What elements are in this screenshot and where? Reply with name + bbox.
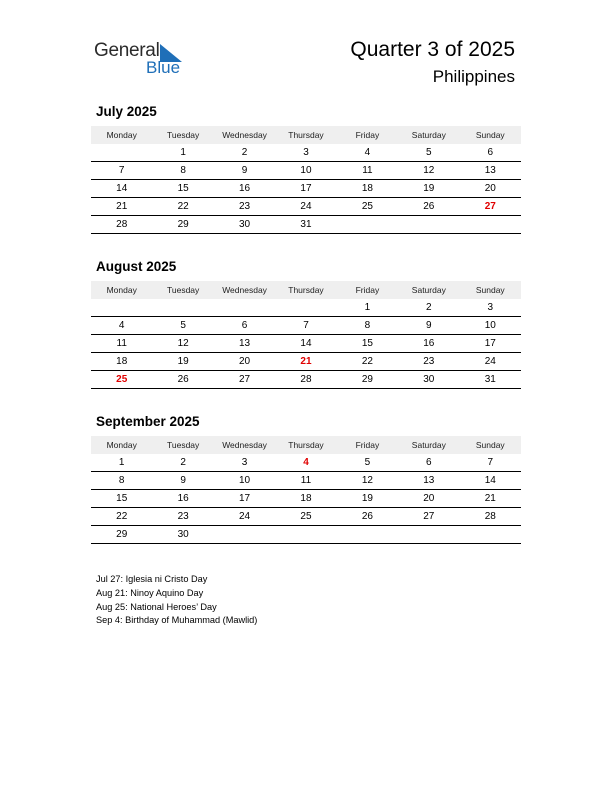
page-title: Quarter 3 of 2025 bbox=[350, 38, 515, 61]
day-cell bbox=[214, 299, 275, 317]
day-cell: 12 bbox=[152, 335, 213, 353]
weekday-header: Saturday bbox=[398, 281, 459, 299]
day-cell: 17 bbox=[460, 335, 521, 353]
day-cell: 21 bbox=[460, 490, 521, 508]
day-cell: 23 bbox=[398, 353, 459, 371]
week-row bbox=[91, 353, 521, 371]
day-cell: 23 bbox=[214, 198, 275, 216]
day-cell: 27 bbox=[398, 508, 459, 526]
week-row bbox=[91, 216, 521, 234]
day-cell: 23 bbox=[152, 508, 213, 526]
day-cell: 7 bbox=[275, 317, 336, 335]
day-cell: 10 bbox=[214, 472, 275, 490]
day-cell bbox=[460, 216, 521, 234]
weekday-header: Tuesday bbox=[152, 281, 213, 299]
week-row bbox=[91, 526, 521, 544]
day-cell: 5 bbox=[398, 144, 459, 162]
day-cell: 22 bbox=[337, 353, 398, 371]
day-cell: 13 bbox=[214, 335, 275, 353]
weekday-header: Sunday bbox=[460, 436, 521, 454]
weekday-header: Thursday bbox=[275, 126, 336, 144]
day-cell bbox=[91, 144, 152, 162]
day-cell: 18 bbox=[91, 353, 152, 371]
week-row bbox=[91, 317, 521, 335]
day-cell: 8 bbox=[91, 472, 152, 490]
day-cell: 5 bbox=[337, 454, 398, 472]
weekday-header: Sunday bbox=[460, 281, 521, 299]
day-cell: 27 bbox=[214, 371, 275, 389]
weekday-header: Monday bbox=[91, 281, 152, 299]
day-cell: 16 bbox=[152, 490, 213, 508]
day-cell bbox=[398, 216, 459, 234]
day-cell: 26 bbox=[398, 198, 459, 216]
day-cell: 11 bbox=[91, 335, 152, 353]
day-cell: 6 bbox=[214, 317, 275, 335]
day-cell: 9 bbox=[398, 317, 459, 335]
day-cell: 10 bbox=[275, 162, 336, 180]
day-cell: 28 bbox=[275, 371, 336, 389]
day-cell: 31 bbox=[275, 216, 336, 234]
holiday-item: Aug 25: National Heroes’ Day bbox=[96, 601, 217, 612]
logo-blue-text: Blue bbox=[146, 58, 181, 77]
month-september bbox=[91, 414, 521, 544]
day-cell: 15 bbox=[337, 335, 398, 353]
day-cell: 29 bbox=[337, 371, 398, 389]
day-cell bbox=[275, 299, 336, 317]
day-cell: 18 bbox=[275, 490, 336, 508]
day-cell: 30 bbox=[152, 526, 213, 544]
week-row bbox=[91, 198, 521, 216]
calendar-table bbox=[91, 436, 521, 544]
day-cell: 1 bbox=[152, 144, 213, 162]
day-cell: 16 bbox=[398, 335, 459, 353]
day-cell: 6 bbox=[398, 454, 459, 472]
day-cell bbox=[460, 526, 521, 544]
day-cell: 4 bbox=[275, 454, 336, 472]
day-cell: 22 bbox=[91, 508, 152, 526]
week-row bbox=[91, 180, 521, 198]
day-cell: 1 bbox=[91, 454, 152, 472]
week-row bbox=[91, 299, 521, 317]
weekday-header: Wednesday bbox=[214, 281, 275, 299]
day-cell: 19 bbox=[398, 180, 459, 198]
weekday-header: Friday bbox=[337, 281, 398, 299]
day-cell: 8 bbox=[337, 317, 398, 335]
day-cell: 6 bbox=[460, 144, 521, 162]
day-cell: 20 bbox=[460, 180, 521, 198]
holiday-item: Jul 27: Iglesia ni Cristo Day bbox=[96, 574, 208, 584]
day-cell: 4 bbox=[91, 317, 152, 335]
day-cell: 27 bbox=[460, 198, 521, 216]
holiday-list bbox=[96, 573, 257, 628]
weekday-header: Thursday bbox=[275, 281, 336, 299]
month-july bbox=[91, 104, 521, 234]
day-cell bbox=[337, 526, 398, 544]
weekday-header: Saturday bbox=[398, 436, 459, 454]
calendar-table bbox=[91, 281, 521, 389]
calendar-table bbox=[91, 126, 521, 234]
holiday-item: Sep 4: Birthday of Muhammad (Mawlid) bbox=[96, 615, 258, 626]
day-cell: 2 bbox=[398, 299, 459, 317]
day-cell bbox=[398, 526, 459, 544]
day-cell: 4 bbox=[337, 144, 398, 162]
month-title: August 2025 bbox=[96, 259, 177, 274]
weekday-header: Monday bbox=[91, 126, 152, 144]
day-cell: 24 bbox=[275, 198, 336, 216]
weekday-header-row bbox=[91, 126, 521, 144]
week-row bbox=[91, 454, 521, 472]
month-august bbox=[91, 259, 521, 389]
day-cell: 8 bbox=[152, 162, 213, 180]
day-cell: 11 bbox=[337, 162, 398, 180]
weekday-header: Friday bbox=[337, 436, 398, 454]
day-cell bbox=[337, 216, 398, 234]
generalblue-logo bbox=[94, 40, 194, 80]
day-cell: 22 bbox=[152, 198, 213, 216]
month-title: July 2025 bbox=[96, 104, 157, 119]
day-cell: 20 bbox=[214, 353, 275, 371]
day-cell: 28 bbox=[91, 216, 152, 234]
weekday-header: Wednesday bbox=[214, 126, 275, 144]
day-cell: 25 bbox=[275, 508, 336, 526]
day-cell bbox=[91, 299, 152, 317]
weekday-header: Wednesday bbox=[214, 436, 275, 454]
day-cell: 14 bbox=[460, 472, 521, 490]
day-cell: 26 bbox=[337, 508, 398, 526]
logo-general-text: General bbox=[94, 40, 160, 61]
day-cell: 30 bbox=[398, 371, 459, 389]
day-cell: 3 bbox=[214, 454, 275, 472]
day-cell: 7 bbox=[460, 454, 521, 472]
weekday-header: Tuesday bbox=[152, 126, 213, 144]
day-cell: 17 bbox=[275, 180, 336, 198]
day-cell: 15 bbox=[91, 490, 152, 508]
day-cell: 17 bbox=[214, 490, 275, 508]
day-cell: 29 bbox=[152, 216, 213, 234]
day-cell: 20 bbox=[398, 490, 459, 508]
day-cell: 21 bbox=[275, 353, 336, 371]
weekday-header: Saturday bbox=[398, 126, 459, 144]
holiday-item: Aug 21: Ninoy Aquino Day bbox=[96, 587, 204, 598]
week-row bbox=[91, 472, 521, 490]
day-cell: 24 bbox=[460, 353, 521, 371]
weekday-header: Sunday bbox=[460, 126, 521, 144]
day-cell bbox=[152, 299, 213, 317]
day-cell: 25 bbox=[91, 371, 152, 389]
day-cell: 30 bbox=[214, 216, 275, 234]
day-cell: 12 bbox=[337, 472, 398, 490]
day-cell: 18 bbox=[337, 180, 398, 198]
day-cell: 15 bbox=[152, 180, 213, 198]
day-cell: 3 bbox=[460, 299, 521, 317]
day-cell: 3 bbox=[275, 144, 336, 162]
week-row bbox=[91, 335, 521, 353]
day-cell: 7 bbox=[91, 162, 152, 180]
day-cell: 16 bbox=[214, 180, 275, 198]
week-row bbox=[91, 490, 521, 508]
day-cell: 11 bbox=[275, 472, 336, 490]
day-cell: 2 bbox=[214, 144, 275, 162]
day-cell: 10 bbox=[460, 317, 521, 335]
country-name: Philippines bbox=[432, 67, 515, 86]
day-cell: 24 bbox=[214, 508, 275, 526]
day-cell: 9 bbox=[152, 472, 213, 490]
day-cell: 21 bbox=[91, 198, 152, 216]
day-cell: 29 bbox=[91, 526, 152, 544]
month-title: September 2025 bbox=[96, 414, 200, 429]
week-row bbox=[91, 144, 521, 162]
day-cell: 19 bbox=[152, 353, 213, 371]
day-cell: 12 bbox=[398, 162, 459, 180]
day-cell: 26 bbox=[152, 371, 213, 389]
weekday-header-row bbox=[91, 436, 521, 454]
week-row bbox=[91, 508, 521, 526]
day-cell: 13 bbox=[460, 162, 521, 180]
day-cell: 1 bbox=[337, 299, 398, 317]
weekday-header: Thursday bbox=[275, 436, 336, 454]
day-cell bbox=[214, 526, 275, 544]
day-cell: 25 bbox=[337, 198, 398, 216]
week-row bbox=[91, 162, 521, 180]
weekday-header: Tuesday bbox=[152, 436, 213, 454]
day-cell: 2 bbox=[152, 454, 213, 472]
day-cell: 14 bbox=[275, 335, 336, 353]
day-cell: 9 bbox=[214, 162, 275, 180]
weekday-header-row bbox=[91, 281, 521, 299]
day-cell: 19 bbox=[337, 490, 398, 508]
week-row bbox=[91, 371, 521, 389]
weekday-header: Friday bbox=[337, 126, 398, 144]
day-cell: 28 bbox=[460, 508, 521, 526]
day-cell: 13 bbox=[398, 472, 459, 490]
day-cell: 5 bbox=[152, 317, 213, 335]
day-cell: 14 bbox=[91, 180, 152, 198]
day-cell: 31 bbox=[460, 371, 521, 389]
day-cell bbox=[275, 526, 336, 544]
weekday-header: Monday bbox=[91, 436, 152, 454]
